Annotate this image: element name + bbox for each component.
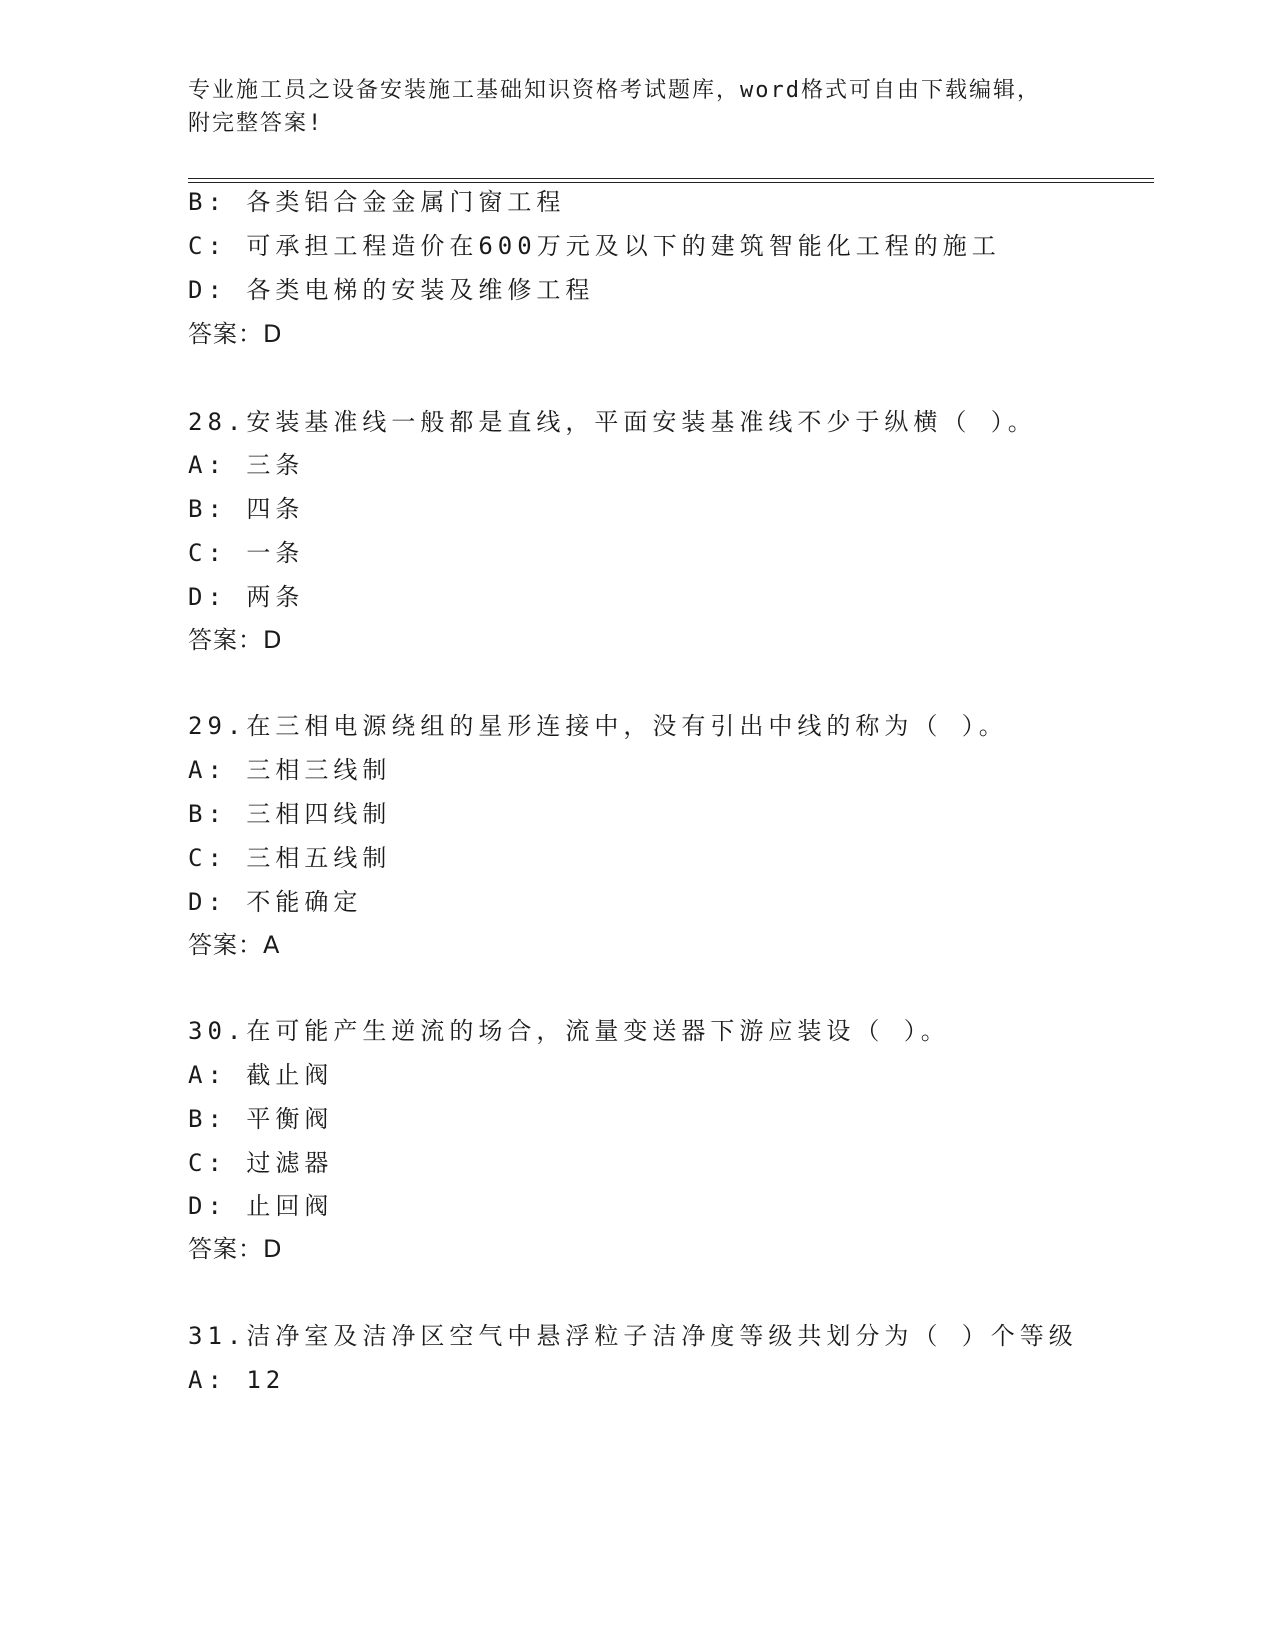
q28-option-a: A: 三条 xyxy=(188,451,305,479)
q28-answer: 答案：D xyxy=(188,626,283,654)
q28-question: 28.安装基准线一般都是直线，平面安装基准线不少于纵横（ ）。 xyxy=(188,408,1037,436)
prev-option-c: C: 可承担工程造价在600万元及以下的建筑智能化工程的施工 xyxy=(188,232,1001,260)
q29-option-b: B: 三相四线制 xyxy=(188,800,392,828)
q29-option-d: D: 不能确定 xyxy=(188,888,363,916)
q31-question: 31.洁净室及洁净区空气中悬浮粒子洁净度等级共划分为（ ）个等级 xyxy=(188,1322,1078,1350)
q29-option-a: A: 三相三线制 xyxy=(188,756,392,784)
q28-option-b: B: 四条 xyxy=(188,495,305,523)
prev-option-b: B: 各类铝合金金属门窗工程 xyxy=(188,188,566,216)
header-line-1: 专业施工员之设备安装施工基础知识资格考试题库，word格式可自由下载编辑， xyxy=(188,78,1041,103)
prev-option-d: D: 各类电梯的安装及维修工程 xyxy=(188,276,595,304)
q29-question: 29.在三相电源绕组的星形连接中，没有引出中线的称为（ ）。 xyxy=(188,712,1008,740)
q28-option-c: C: 一条 xyxy=(188,539,305,567)
header-divider xyxy=(188,178,1154,183)
q30-option-b: B: 平衡阀 xyxy=(188,1105,334,1133)
q30-option-d: D: 止回阀 xyxy=(188,1192,334,1220)
q30-option-a: A: 截止阀 xyxy=(188,1061,334,1089)
q29-option-c: C: 三相五线制 xyxy=(188,844,392,872)
q28-option-d: D: 两条 xyxy=(188,583,305,611)
q29-answer: 答案：A xyxy=(188,931,281,959)
q31-option-a: A: 12 xyxy=(188,1366,286,1394)
q30-question: 30.在可能产生逆流的场合，流量变送器下游应装设（ ）。 xyxy=(188,1017,950,1045)
prev-answer: 答案：D xyxy=(188,320,283,348)
document-header xyxy=(188,74,1068,140)
header-line-2: 附完整答案! xyxy=(188,111,324,136)
q30-option-c: C: 过滤器 xyxy=(188,1149,334,1177)
q30-answer: 答案：D xyxy=(188,1235,283,1263)
